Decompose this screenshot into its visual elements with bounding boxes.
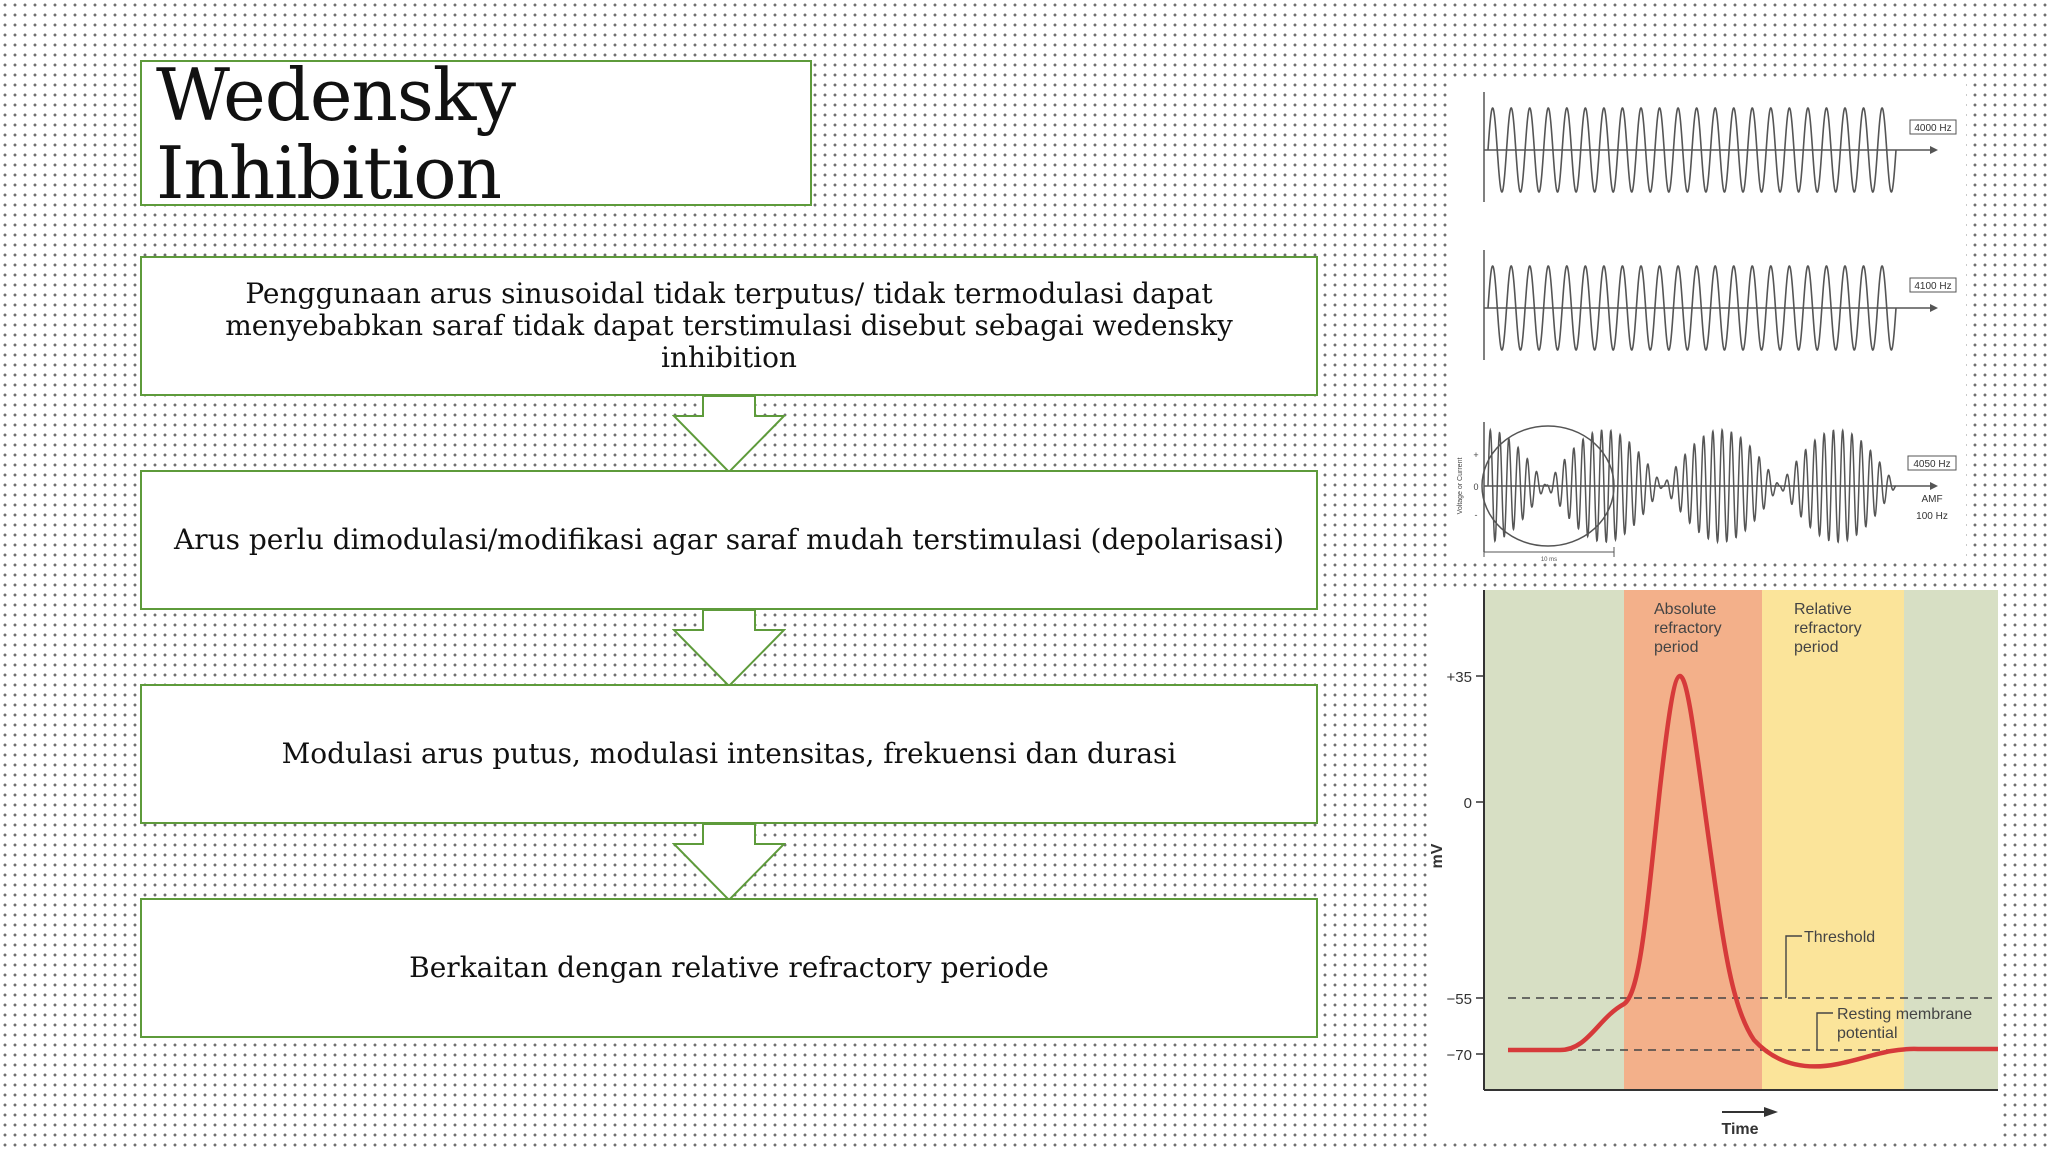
waveform-svg [1448, 82, 1966, 562]
title-line-2: Inhibition [156, 131, 502, 206]
down-arrow-1 [672, 396, 786, 476]
wave3-label: 4050 Hz [1913, 459, 1951, 470]
time-span-label: 10 ms [1540, 557, 1558, 562]
wave3-minus: - [1474, 510, 1478, 520]
flow-step-2-text: Arus perlu dimodulasi/modifikasi agar saraf mudah terstimulasi (depolarisasi) [173, 523, 1285, 556]
relative-label-2: refractory [1794, 620, 1862, 637]
tick-minus-70: −70 [1446, 1047, 1472, 1064]
absolute-label-2: refractory [1654, 620, 1722, 637]
down-arrow-3 [672, 824, 786, 904]
absolute-label-3: period [1654, 639, 1699, 656]
wave3-plus: + [1473, 450, 1479, 460]
tick-minus-55: −55 [1446, 991, 1472, 1008]
ap-y-label: mV [1429, 843, 1446, 869]
flow-step-1 [140, 256, 1318, 396]
flow-step-2 [140, 470, 1318, 610]
action-potential-svg [1428, 588, 2000, 1140]
tick-0: 0 [1463, 795, 1472, 812]
title-line-1: Wedensky [156, 60, 516, 137]
resting-label-1: Resting membrane [1837, 1006, 1973, 1023]
title-box [140, 60, 812, 206]
flow-step-3 [140, 684, 1318, 824]
ap-x-label: Time [1721, 1121, 1759, 1138]
action-potential-figure [1428, 588, 2000, 1140]
flow-step-4 [140, 898, 1318, 1038]
tick-35: +35 [1446, 669, 1472, 686]
wave2-label: 4100 Hz [1914, 281, 1952, 292]
wave1-label: 4000 Hz [1914, 123, 1952, 134]
flow-step-3-text: Modulasi arus putus, modulasi intensitas, frekuensi dan durasi [281, 737, 1177, 770]
flow-step-1-text: Penggunaan arus sinusoidal tidak terputus/ tidak termodulasi dapat menyebabkan saraf tidak dapat terstimulasi disebut sebagai wedensky inhibition [225, 277, 1233, 374]
relative-label-1: Relative [1794, 601, 1852, 618]
resting-label-2: potential [1837, 1025, 1898, 1042]
waveform-figure [1448, 82, 1966, 562]
amf-freq-label: 100 Hz [1916, 511, 1948, 522]
wave3-y-label: Voltage or Current [1457, 457, 1464, 515]
amf-label: AMF [1921, 494, 1943, 505]
threshold-label: Threshold [1804, 929, 1876, 946]
absolute-label-1: Absolute [1654, 601, 1717, 618]
relative-label-3: period [1794, 639, 1839, 656]
down-arrow-2 [672, 610, 786, 690]
slide-title [156, 60, 796, 206]
wave3-zero: 0 [1473, 482, 1479, 492]
flow-step-4-text: Berkaitan dengan relative refractory periode [409, 951, 1049, 984]
